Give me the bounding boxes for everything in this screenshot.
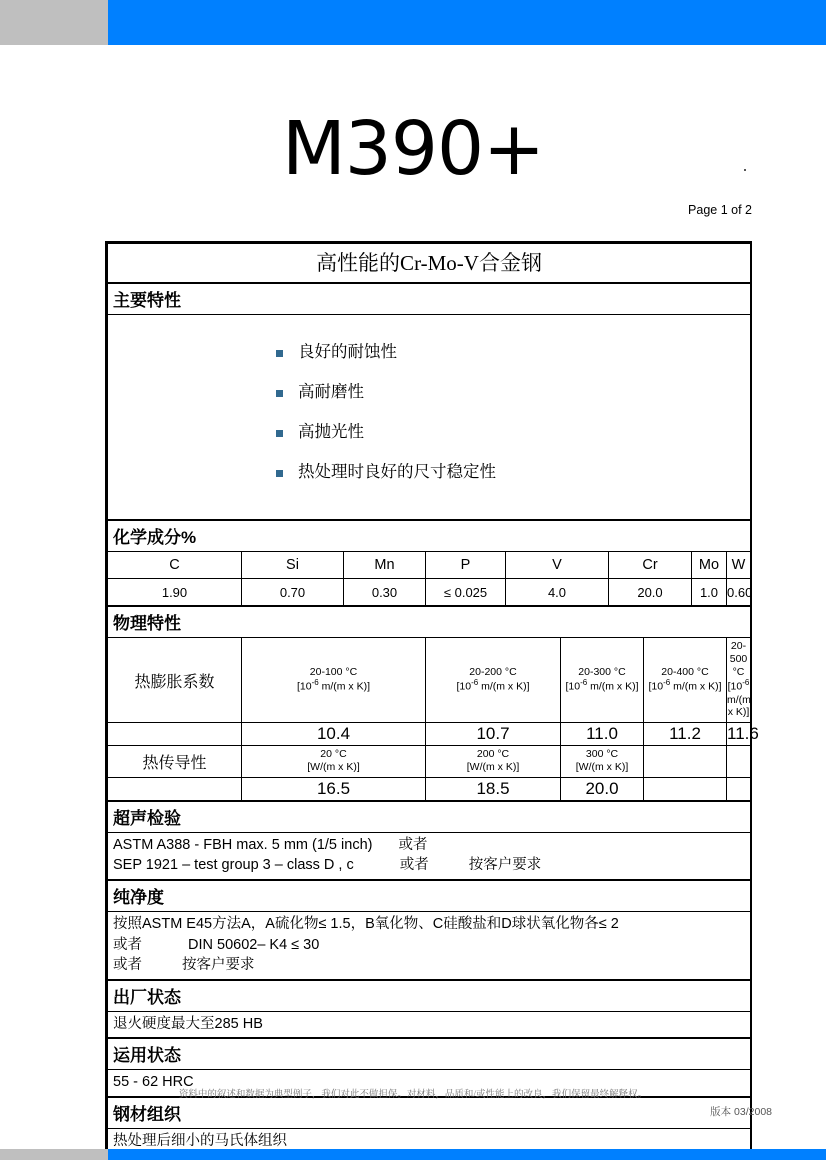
features-cell	[108, 315, 751, 521]
expansion-value-row	[108, 723, 751, 746]
delivery-value: 退火硬度最大至285 HB	[108, 1011, 751, 1038]
purity-or-2: 或者	[113, 957, 142, 974]
expansion-value: 10.4	[242, 723, 426, 746]
delivery-content-row	[108, 1011, 751, 1038]
conductivity-temp: 20 °C	[320, 748, 347, 761]
purity-line-1: 按照ASTM E45方法A，A硫化物≤ 1.5，B氧化物、C硅酸盐和D球状氧化物各≤ 2	[113, 916, 619, 933]
expansion-unit: [$10^{-6}$ m/(m x K)]	[565, 678, 639, 693]
purity-line-3	[113, 955, 750, 976]
chem-element-header: Cr	[609, 552, 692, 579]
expansion-value: 11.0	[561, 723, 644, 746]
conductivity-value-empty	[727, 777, 751, 801]
chem-element-value: 4.0	[506, 579, 609, 607]
top-accent-bar	[0, 0, 826, 45]
list-item: 高抛光性	[276, 423, 750, 441]
expansion-value: 11.6	[727, 723, 751, 746]
purity-custom-request: 按客户要求	[182, 957, 255, 974]
expansion-unit: [$10^{-6}$ m/(m x K)]	[727, 678, 751, 719]
conductivity-unit-cell-empty	[727, 746, 751, 778]
conductivity-unit: [W/(m x K)]	[575, 761, 629, 774]
conductivity-unit-cell	[561, 746, 644, 778]
chem-element-value: 0.30	[344, 579, 426, 607]
section-row-purity	[108, 880, 751, 912]
expansion-unit-cell	[727, 638, 751, 723]
purity-content	[108, 912, 751, 980]
bottom-bar-blue-segment	[108, 1149, 826, 1160]
purity-line-2	[113, 935, 750, 956]
ultrasonic-or-2: 或者	[399, 857, 429, 874]
physical-heading: 物理特性	[108, 606, 751, 638]
ultrasonic-custom-request: 按客户要求	[468, 857, 542, 874]
chemistry-heading: 化学成分%	[108, 520, 751, 552]
purity-din-value: DIN 50602– K4 ≤ 30	[188, 936, 320, 953]
sheet-title-row	[108, 244, 751, 284]
page-indicator: Page 1 of 2	[688, 203, 752, 217]
ultrasonic-or-1: 或者	[398, 836, 428, 853]
expansion-temp: 20-100 °C	[309, 665, 358, 678]
chem-element-header: C	[108, 552, 242, 579]
application-heading: 运用状态	[108, 1038, 751, 1070]
structure-value: 热处理后细小的马氏体组织	[108, 1128, 751, 1155]
ultrasonic-content	[108, 832, 751, 880]
chem-element-header: Mo	[692, 552, 727, 579]
delivery-heading: 出厂状态	[108, 980, 751, 1012]
expansion-unit-cell	[426, 638, 561, 723]
ultrasonic-line-1	[113, 835, 750, 856]
bottom-bar-gray-segment	[0, 1149, 108, 1160]
chem-element-header: P	[426, 552, 506, 579]
chem-element-header: W	[727, 552, 751, 579]
footer-version: 版本 03/2008	[710, 1106, 772, 1118]
section-row-physical	[108, 606, 751, 638]
features-list	[108, 343, 750, 482]
structure-heading: 钢材组织	[108, 1097, 751, 1129]
ultrasonic-standard-sep: SEP 1921 – test group 3 – class D , c	[113, 857, 354, 874]
expansion-unit: [$10^{-6}$ m/(m x K)]	[648, 678, 722, 693]
ultrasonic-line-2	[113, 855, 750, 876]
ultrasonic-content-row	[108, 832, 751, 880]
chem-element-value: 0.70	[242, 579, 344, 607]
chem-element-value: ≤ 0.025	[426, 579, 506, 607]
section-row-chemistry	[108, 520, 751, 552]
expansion-temp: 20-200 °C	[469, 665, 517, 678]
purity-or-1: 或者	[113, 936, 142, 953]
chemistry-header-row	[108, 552, 751, 579]
list-item: 高耐磨性	[276, 383, 750, 401]
section-row-features	[108, 283, 751, 315]
sheet-title: 高性能的Cr-Mo-V合金钢	[108, 244, 751, 284]
datasheet-table	[105, 241, 759, 1158]
conductivity-unit-cell-empty	[644, 746, 727, 778]
conductivity-value: 18.5	[426, 777, 561, 801]
expansion-value: 10.7	[426, 723, 561, 746]
chem-element-header: Mn	[344, 552, 426, 579]
conductivity-header-row	[108, 746, 751, 778]
chem-element-value: 1.90	[108, 579, 242, 607]
chemistry-value-row	[108, 579, 751, 607]
top-bar-gray-segment	[0, 0, 108, 45]
conductivity-value-spacer	[108, 777, 242, 801]
expansion-value: 11.2	[644, 723, 727, 746]
section-row-ultrasonic	[108, 801, 751, 833]
expansion-value-spacer	[108, 723, 242, 746]
expansion-label: 热膨胀系数	[108, 638, 242, 723]
chem-element-value: 20.0	[609, 579, 692, 607]
expansion-header-row	[108, 638, 751, 723]
expansion-temp: 20-300 °C	[578, 665, 626, 678]
product-title: M390+	[281, 106, 545, 192]
expansion-unit-cell	[242, 638, 426, 723]
conductivity-unit-cell	[242, 746, 426, 778]
section-row-delivery	[108, 980, 751, 1012]
expansion-unit-cell	[561, 638, 644, 723]
conductivity-value-empty	[644, 777, 727, 801]
conductivity-value: 16.5	[242, 777, 426, 801]
stray-dot-artifact	[744, 169, 746, 171]
conductivity-temp: 300 °C	[585, 748, 619, 761]
expansion-unit: [$10^{-6}$ m/(m x K)]	[296, 678, 371, 693]
expansion-unit: [$10^{-6}$ m/(m x K)]	[456, 678, 530, 693]
list-item: 良好的耐蚀性	[276, 343, 750, 361]
conductivity-unit: [W/(m x K)]	[307, 761, 360, 774]
chem-element-value: 1.0	[692, 579, 727, 607]
list-item: 热处理时良好的尺寸稳定性	[276, 463, 750, 481]
application-value: 55 - 62 HRC	[108, 1070, 751, 1097]
chem-element-header: Si	[242, 552, 344, 579]
section-row-application	[108, 1038, 751, 1070]
footer-disclaimer: 资料中的叙述和数据为典型例子，我们对此不做担保。对材料，品质和/或性能上的改良，我们保留最终解释权。	[178, 1090, 648, 1100]
conductivity-unit-cell	[426, 746, 561, 778]
conductivity-value-row	[108, 777, 751, 801]
top-bar-blue-segment	[108, 0, 826, 45]
expansion-temp: 20-400 °C	[661, 665, 709, 678]
conductivity-value: 20.0	[561, 777, 644, 801]
ultrasonic-standard-astm: ASTM A388 - FBH max. 5 mm (1/5 inch)	[113, 836, 373, 853]
expansion-temp: 20-500 °C	[729, 640, 748, 678]
purity-heading: 纯净度	[108, 880, 751, 912]
conductivity-temp: 200 °C	[476, 748, 510, 761]
features-content-row	[108, 315, 751, 521]
chem-element-header: V	[506, 552, 609, 579]
conductivity-unit: [W/(m x K)]	[466, 761, 520, 774]
bottom-accent-bar	[0, 1149, 826, 1160]
chem-element-value: 0.60	[727, 579, 751, 607]
features-heading: 主要特性	[108, 283, 751, 315]
conductivity-label: 热传导性	[108, 746, 242, 778]
purity-content-row	[108, 912, 751, 980]
ultrasonic-heading: 超声检验	[108, 801, 751, 833]
expansion-unit-cell	[644, 638, 727, 723]
